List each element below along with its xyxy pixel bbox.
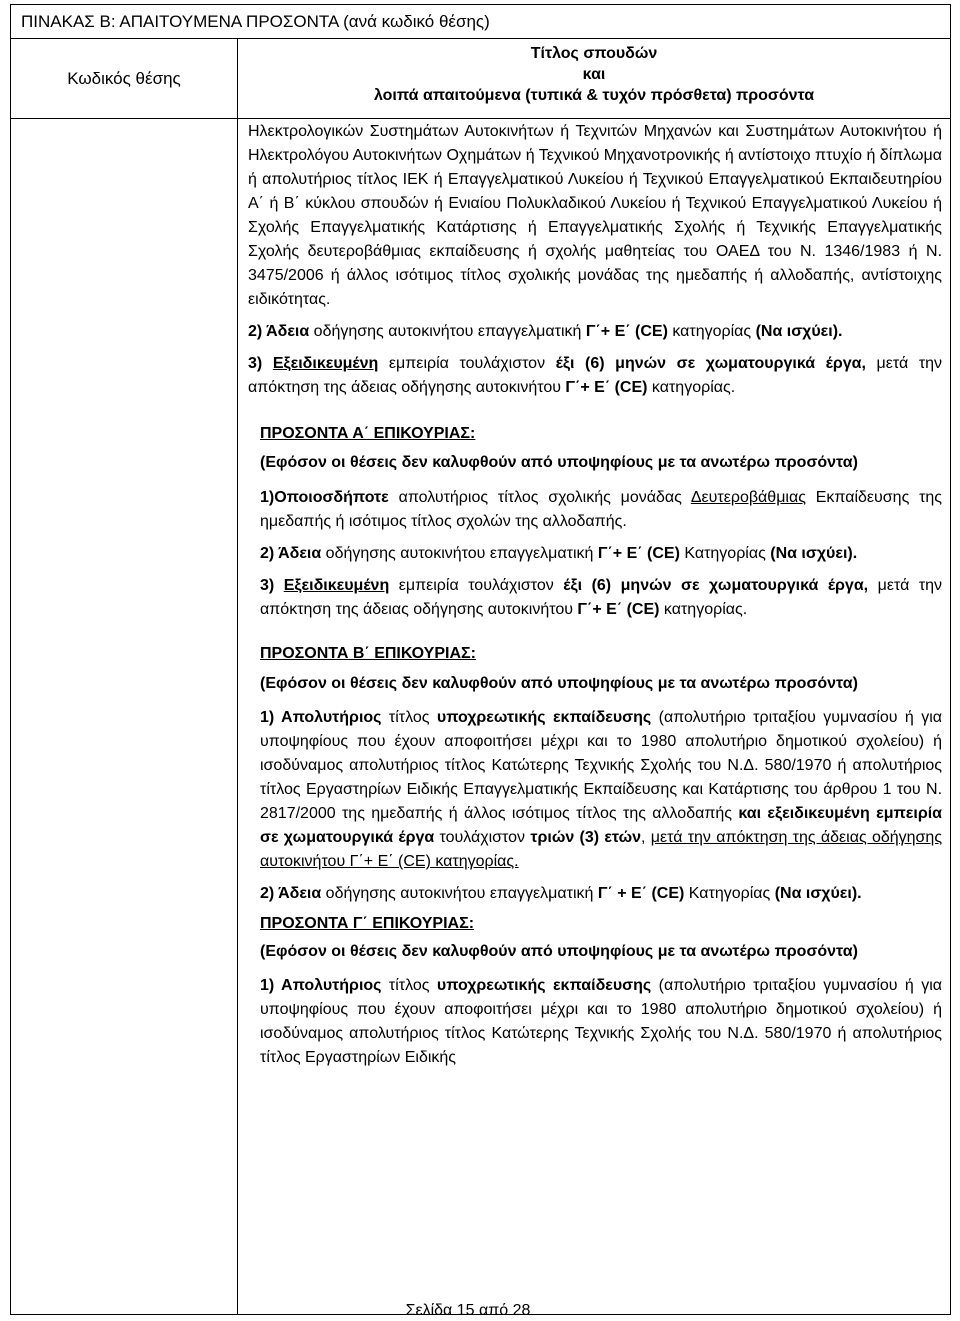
page-footer <box>0 1302 960 1320</box>
column-header-requirements <box>238 39 951 119</box>
code-cell <box>11 119 238 1315</box>
section-c-heading: ΠΡΟΣΟΝΤΑ Γ΄ ΕΠΙΚΟΥΡΙΑΣ: <box>260 915 475 932</box>
section-b-heading: ΠΡΟΣΟΝΤΑ Β΄ ΕΠΙΚΟΥΡΙΑΣ: <box>260 645 476 662</box>
section-b <box>248 642 942 906</box>
column-header-code: Κωδικός θέσης <box>11 39 238 119</box>
header-line-1: Τίτλος σπουδών <box>530 45 658 62</box>
section-b-item-1: 1) Απολυτήριος τίτλος υποχρεωτικής εκπαίδευσης (απολυτήριο τριταξίου γυμνασίου ή για υποψηφίους που έχουν αποφοιτήσει μέχρι και το 1980 απολυτήριο δημοτικού σχολείου) ή ισοδύναμος απολυτήριος τίτλος Κατώτερης Τεχνικής Σχολής του Ν.Δ. 580/1970 ή απολυτήριος τίτλος Εργαστηρίων Ειδικής Επαγγελματικής Εκπαίδευσης και Κατάρτισης του άρθρου 1 του Ν. 2817/2000 της ημεδαπής ή άλλος ισότιμος τίτλος της αλλοδαπής και εξειδικευμένη εμπειρία σε χωματουργικά έργα τουλάχιστον τριών (3) ετών, μετά την απόκτηση της άδειας οδήγησης αυτοκινήτου Γ΄+ Ε΄ (CE) κατηγορίας. <box>260 709 943 870</box>
main-paragraph-1: Ηλεκτρολογικών Συστημάτων Αυτοκινήτων ή Τεχνιτών Μηχανών και Συστημάτων Αυτοκινήτου ή Ηλεκτρολόγου Αυτοκινήτων Οχημάτων ή Τεχνικού Μηχανοτρονικής ή αντίστοιχο πτυχίο ή δίπλωμα ή απολυτήριος τίτλος ΙΕΚ ή Επαγγελματικού Λυκείου ή Τεχνικού Επαγγελματικού Εκπαιδευτηρίου Α΄ ή Β΄ κύκλου σπουδών ή Ενιαίου Πολυκλαδικού Λυκείου ή Τεχνικού Επαγγελματικού Λυκείου ή Σχολής Επαγγελματικής Κατάρτισης ή Επαγγελματικής Σχολής ή Τεχνικής Επαγγελματικής Σχολής δευτεροβάθμιας εκπαίδευσης ή σχολής μαθητείας του ΟΑΕΔ του Ν. 1346/1983 ή Ν. 3475/2006 ή άλλος ισότιμος τίτλος σχολικής μονάδας της ημεδαπής ή αλλοδαπής, αντίστοιχης ειδικότητας. <box>248 123 943 308</box>
section-b-item-2: 2) Άδεια οδήγησης αυτοκινήτου επαγγελματική Γ΄ + Ε΄ (CE) Κατηγορίας (Να ισχύει). <box>260 885 862 902</box>
section-c-item-1: 1) Απολυτήριος τίτλος υποχρεωτικής εκπαίδευσης (απολυτήριο τριταξίου γυμνασίου ή για υποψηφίους που έχουν αποφοιτήσει μέχρι και το 1980 απολυτήριο δημοτικού σχολείου) ή ισοδύναμος απολυτήριος τίτλος Κατώτερης Τεχνικής Σχολής του Ν.Δ. 580/1970 ή απολυτήριος τίτλος Εργαστηρίων Ειδικής <box>260 977 943 1066</box>
main-paragraph-2: 2) Άδεια οδήγησης αυτοκινήτου επαγγελματική Γ΄+ Ε΄ (CE) κατηγορίας (Να ισχύει). <box>248 323 843 340</box>
section-a-condition: (Εφόσον οι θέσεις δεν καλυφθούν από υποψηφίους με τα ανωτέρω προσόντα) <box>260 454 858 471</box>
header-line-3: λοιπά απαιτούμενα (τυπικά & τυχόν πρόσθετα) προσόντα <box>373 87 815 104</box>
section-b-condition: (Εφόσον οι θέσεις δεν καλυφθούν από υποψηφίους με τα ανωτέρω προσόντα) <box>260 675 858 692</box>
section-a-item-3: 3) Εξειδικευμένη εμπειρία τουλάχιστον έξι (6) μηνών σε χωματουργικά έργα, μετά την απόκτηση της άδειας οδήγησης αυτοκινήτου Γ΄+ Ε΄ (CE) κατηγορίας. <box>260 577 943 618</box>
page-number: Σελίδα 15 από 28 <box>405 1302 531 1319</box>
main-paragraph-3: 3) Εξειδικευμένη εμπειρία τουλάχιστον έξι (6) μηνών σε χωματουργικά έργα, μετά την απόκτηση της άδειας οδήγησης αυτοκινήτου Γ΄+ Ε΄ (CE) κατηγορίας. <box>248 355 943 396</box>
header-line-2: και <box>582 66 606 83</box>
requirements-table <box>10 4 951 1315</box>
section-a-item-1: 1)Οποιοσδήποτε απολυτήριος τίτλος σχολικής μονάδας Δευτεροβάθμιας Εκπαίδευσης της ημεδαπής ή ισότιμος τίτλος σχολών της αλλοδαπής. <box>260 489 943 530</box>
table-title: ΠΙΝΑΚΑΣ Β: ΑΠΑΙΤΟΥΜΕΝΑ ΠΡΟΣΟΝΤΑ (ανά κωδικό θέσης) <box>11 5 951 39</box>
section-a <box>248 422 942 622</box>
section-c <box>248 912 942 1070</box>
section-a-item-2: 2) Άδεια οδήγησης αυτοκινήτου επαγγελματική Γ΄+ Ε΄ (CE) Κατηγορίας (Να ισχύει). <box>260 545 858 562</box>
requirements-cell <box>238 119 951 1315</box>
section-c-condition: (Εφόσον οι θέσεις δεν καλυφθούν από υποψηφίους με τα ανωτέρω προσόντα) <box>260 943 858 960</box>
section-a-heading: ΠΡΟΣΟΝΤΑ Α΄ ΕΠΙΚΟΥΡΙΑΣ: <box>260 425 476 442</box>
